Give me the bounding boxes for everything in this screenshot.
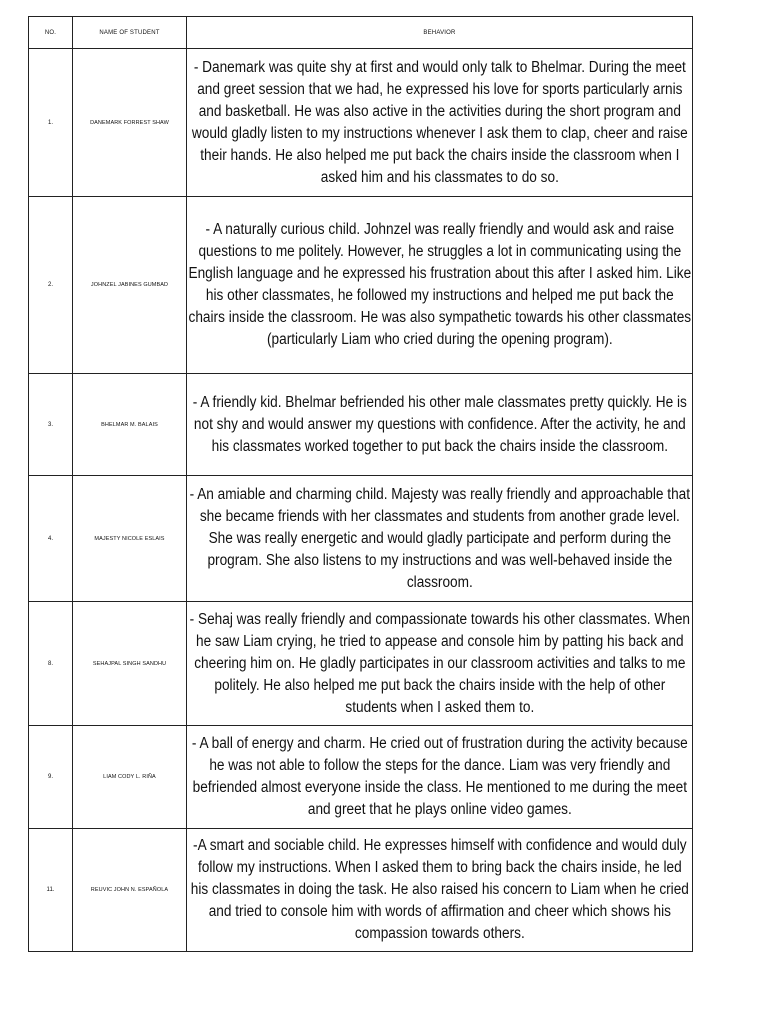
- column-header-name: NAME OF STUDENT: [73, 17, 187, 49]
- column-header-no: NO.: [29, 17, 73, 49]
- table-row: [29, 476, 693, 602]
- student-behavior-text: - A ball of energy and charm. He cried out of frustration during the activity because he was not able to follow the steps for the dance. Liam was very friendly and befriended almost everyone inside the class. He mentioned to me during the meet and greet that he plays online video games.: [191, 735, 688, 818]
- student-number: 4.: [29, 476, 73, 602]
- table-row: [29, 374, 693, 476]
- student-behavior-table: [28, 16, 693, 952]
- student-number: 3.: [29, 374, 73, 476]
- student-behavior-cell: [187, 197, 693, 374]
- student-behavior-sheet: [28, 16, 692, 952]
- student-number: 8.: [29, 602, 73, 726]
- student-behavior-cell: [187, 726, 693, 829]
- student-behavior-cell: [187, 374, 693, 476]
- table-row: [29, 726, 693, 829]
- student-name: DANEMARK FORREST SHAW: [73, 49, 187, 197]
- column-header-behavior: BEHAVIOR: [187, 17, 693, 49]
- table-row: [29, 49, 693, 197]
- student-behavior-cell: [187, 476, 693, 602]
- student-name: REUVIC JOHN N. ESPAÑOLA: [73, 829, 187, 952]
- table-row: [29, 197, 693, 374]
- student-behavior-text: - An amiable and charming child. Majesty was really friendly and approachable that she became friends with her classmates and students from another grade level. She was really energetic and would gladly participate and perform during the program. She also listens to my instructions and was well-behaved inside the classroom.: [189, 485, 690, 591]
- student-name: MAJESTY NICOLE ESLAIS: [73, 476, 187, 602]
- student-behavior-cell: [187, 829, 693, 952]
- student-name: BHELMAR M. BALAIS: [73, 374, 187, 476]
- student-behavior-text: -A smart and sociable child. He expresses himself with confidence and would duly follow my instructions. When I asked them to bring back the chairs inside, he led his classmates in doing the task. He also raised his concern to Liam when he cried and tried to console him with words of affirmation and cheer which shows his compassion towards others.: [190, 837, 689, 942]
- student-number: 11.: [29, 829, 73, 952]
- student-name: LIAM CODY L. RIÑA: [73, 726, 187, 829]
- student-behavior-cell: [187, 602, 693, 726]
- student-behavior-text: - A naturally curious child. Johnzel was really friendly and would ask and raise questions to me politely. However, he struggles a lot in communicating using the English language and he expressed his frustration about this after I asked him. Like his other classmates, he followed my instructions and helped me put back the chairs inside the classroom. He was also sympathetic towards his other classmates (particularly Liam who cried during the opening program).: [188, 221, 691, 348]
- student-behavior-text: - A friendly kid. Bhelmar befriended his other male classmates pretty quickly. He is not shy and would answer my questions with confidence. After the activity, he and his classmates worked together to put back the chairs inside the classroom.: [192, 393, 687, 455]
- student-number: 9.: [29, 726, 73, 829]
- table-row: [29, 829, 693, 952]
- table-header-row: [29, 17, 693, 49]
- student-behavior-text: - Danemark was quite shy at first and would only talk to Bhelmar. During the meet and greet session that we had, he expressed his love for sports particularly arnis and basketball. He was also active in the activities during the short program and would gladly listen to my instructions whenever I ask them to clap, cheer and raise their hands. He also helped me put back the chairs inside the classroom when I asked him and his classmates to do so.: [191, 58, 688, 186]
- student-number: 1.: [29, 49, 73, 197]
- student-behavior-cell: [187, 49, 693, 197]
- student-number: 2.: [29, 197, 73, 374]
- student-name: SEHAJPAL SINGH SANDHU: [73, 602, 187, 726]
- table-row: [29, 602, 693, 726]
- student-name: JOHNZEL JABINES GUMBAD: [73, 197, 187, 374]
- student-behavior-text: - Sehaj was really friendly and compassionate towards his other classmates. When he saw Liam crying, he tried to appease and console him by patting his back and cheering him on. He gladly participates in our classroom activities and talks to me politely. He also helped me put back the chairs inside with the help of other students when I asked them to.: [189, 610, 690, 716]
